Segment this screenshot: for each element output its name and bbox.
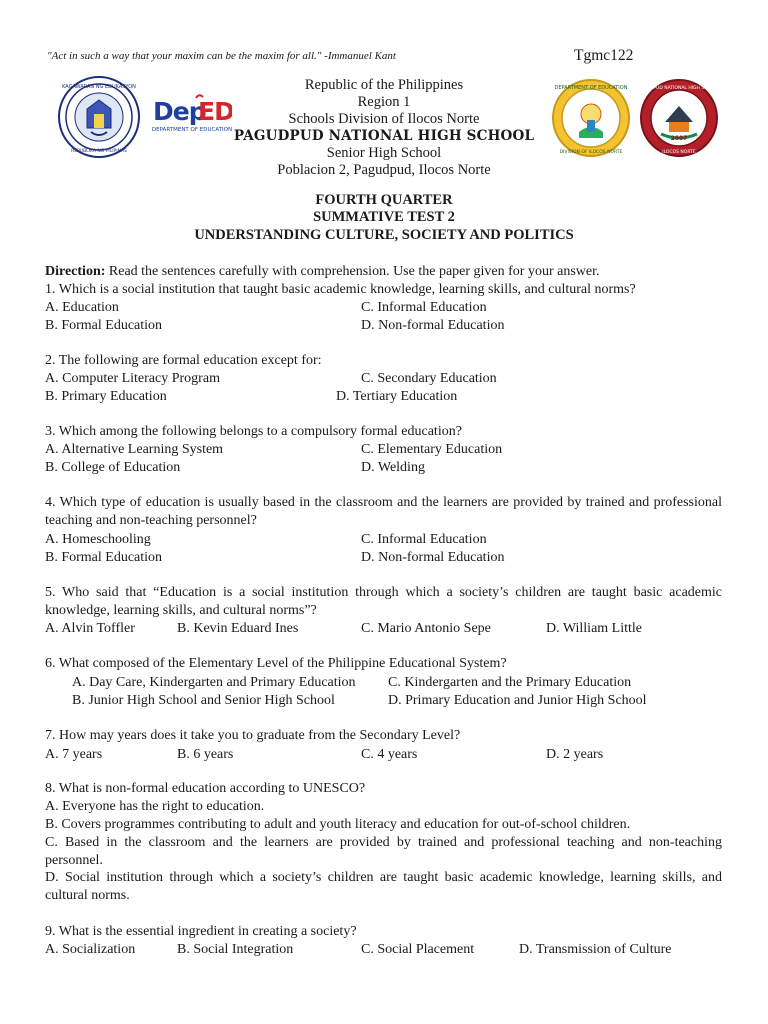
svg-text:DEPARTMENT OF EDUCATION: DEPARTMENT OF EDUCATION (554, 85, 628, 91)
direction-text: Read the sentences carefully with comprehension. Use the paper given for your answer. (105, 264, 600, 279)
question-3-option-b: B. College of Education (45, 460, 181, 475)
direction-label: Direction: (45, 264, 106, 279)
question-4-option-b: B. Formal Education (45, 550, 163, 565)
question-7-stem: 7. How may years does it take you to graduate from the Secondary Level? (45, 728, 461, 743)
question-5-option-d: D. William Little (546, 621, 642, 636)
question-7-option-d: D. 2 years (546, 747, 604, 762)
svg-text:REPUBLIKA NG PILIPINAS: REPUBLIKA NG PILIPINAS (71, 149, 127, 154)
svg-text:2007: 2007 (670, 135, 688, 142)
question-9-option-c: C. Social Placement (361, 942, 475, 957)
question-4-option-a: A. Homeschooling (45, 532, 151, 547)
question-1-option-a: A. Education (45, 300, 119, 315)
question-6-option-a: A. Day Care, Kindergarten and Primary Education (72, 675, 356, 690)
question-3-stem: 3. Which among the following belongs to a compulsory formal education? (45, 424, 462, 439)
question-5-option-b: B. Kevin Eduard Ines (177, 621, 299, 636)
question-2-option-b: B. Primary Education (45, 389, 167, 404)
question-2-option-a: A. Computer Literacy Program (45, 371, 220, 386)
question-8-stem: 8. What is non-formal education according to UNESCO? (45, 781, 366, 796)
header-address: Poblacion 2, Pagudpud, Ilocos Norte (277, 162, 491, 178)
header-division: Schools Division of Ilocos Norte (288, 111, 480, 127)
question-9-option-a: A. Socialization (45, 942, 136, 957)
svg-text:Dep: Dep (153, 97, 206, 126)
question-4-option-d: D. Non-formal Education (361, 550, 505, 565)
question-2-option-d: D. Tertiary Education (336, 389, 458, 404)
question-1-stem: 1. Which is a social institution that taught basic academic knowledge, learning skills, and cultural norms? (45, 282, 636, 297)
question-5-stem: 5. Who said that “Education is a social institution through which a society’s children are taught basic academic knowledge, learning skills, and cultural norms”? (45, 585, 722, 618)
question-1-option-d: D. Non-formal Education (361, 318, 505, 333)
title-test: SUMMATIVE TEST 2 (313, 209, 455, 225)
question-1-option-b: B. Formal Education (45, 318, 163, 333)
header-school-name: PAGUDPUD NATIONAL HIGH SCHOOL (233, 128, 535, 144)
title-subject: UNDERSTANDING CULTURE, SOCIETY AND POLITICS (194, 227, 574, 243)
question-5-option-a: A. Alvin Toffler (45, 621, 135, 636)
question-3-option-d: D. Welding (361, 460, 425, 475)
header-republic: Republic of the Philippines (304, 77, 464, 93)
question-9-option-d: D. Transmission of Culture (519, 942, 672, 957)
epigraph-quote: "Act in such a way that your maxim can be the maxim for all." -Immanuel Kant (47, 50, 396, 62)
question-1-option-c: C. Informal Education (361, 300, 487, 315)
question-8-option-b: B. Covers programmes contributing to adult and youth literacy and education for out-of-school children. (45, 817, 631, 832)
question-5-option-c: C. Mario Antonio Sepe (361, 621, 491, 636)
question-9-option-b: B. Social Integration (177, 942, 294, 957)
svg-text:PAGUDPUD NATIONAL HIGH SCHOOL: PAGUDPUD NATIONAL HIGH SCHOOL (639, 86, 719, 91)
header-level: Senior High School (326, 145, 442, 161)
svg-text:ILOCOS NORTE: ILOCOS NORTE (662, 150, 696, 155)
question-4-stem: 4. Which type of education is usually based in the classroom and the learners are provided by trained and professional teaching and non-teaching personnel? (45, 495, 722, 528)
question-8-option-d: D. Social institution through which a society’s children are taught basic academic knowledge, learning skills, and cultural norms. (45, 870, 722, 903)
header-region: Region 1 (357, 94, 411, 110)
svg-text:KAGAWARAN NG EDUKASYON: KAGAWARAN NG EDUKASYON (62, 84, 136, 90)
svg-text:DIVISION OF ILOCOS NORTE: DIVISION OF ILOCOS NORTE (559, 150, 623, 155)
question-8-option-c: C. Based in the classroom and the learners are provided by trained and professional teaching and non-teaching personnel. (45, 835, 722, 868)
question-3-option-c: C. Elementary Education (361, 442, 503, 457)
question-6-option-d: D. Primary Education and Junior High School (388, 693, 647, 708)
svg-text:DEPARTMENT OF EDUCATION: DEPARTMENT OF EDUCATION (152, 127, 232, 133)
question-9-stem: 9. What is the essential ingredient in creating a society? (45, 924, 357, 939)
question-4-option-c: C. Informal Education (361, 532, 487, 547)
document-code: Tgmc122 (574, 47, 634, 64)
question-7-option-a: A. 7 years (45, 747, 103, 762)
question-7-option-b: B. 6 years (177, 747, 234, 762)
question-7-option-c: C. 4 years (361, 747, 418, 762)
question-8-option-a: A. Everyone has the right to education. (45, 799, 265, 814)
question-2-stem: 2. The following are formal education except for: (45, 353, 322, 368)
svg-text:ED: ED (198, 97, 232, 126)
question-2-option-c: C. Secondary Education (361, 371, 497, 386)
title-quarter: FOURTH QUARTER (315, 192, 453, 208)
direction (45, 263, 600, 281)
question-6-stem: 6. What composed of the Elementary Level of the Philippine Educational System? (45, 656, 507, 671)
question-6-option-b: B. Junior High School and Senior High School (72, 693, 335, 708)
question-3-option-a: A. Alternative Learning System (45, 442, 224, 457)
question-6-option-c: C. Kindergarten and the Primary Education (388, 675, 632, 690)
